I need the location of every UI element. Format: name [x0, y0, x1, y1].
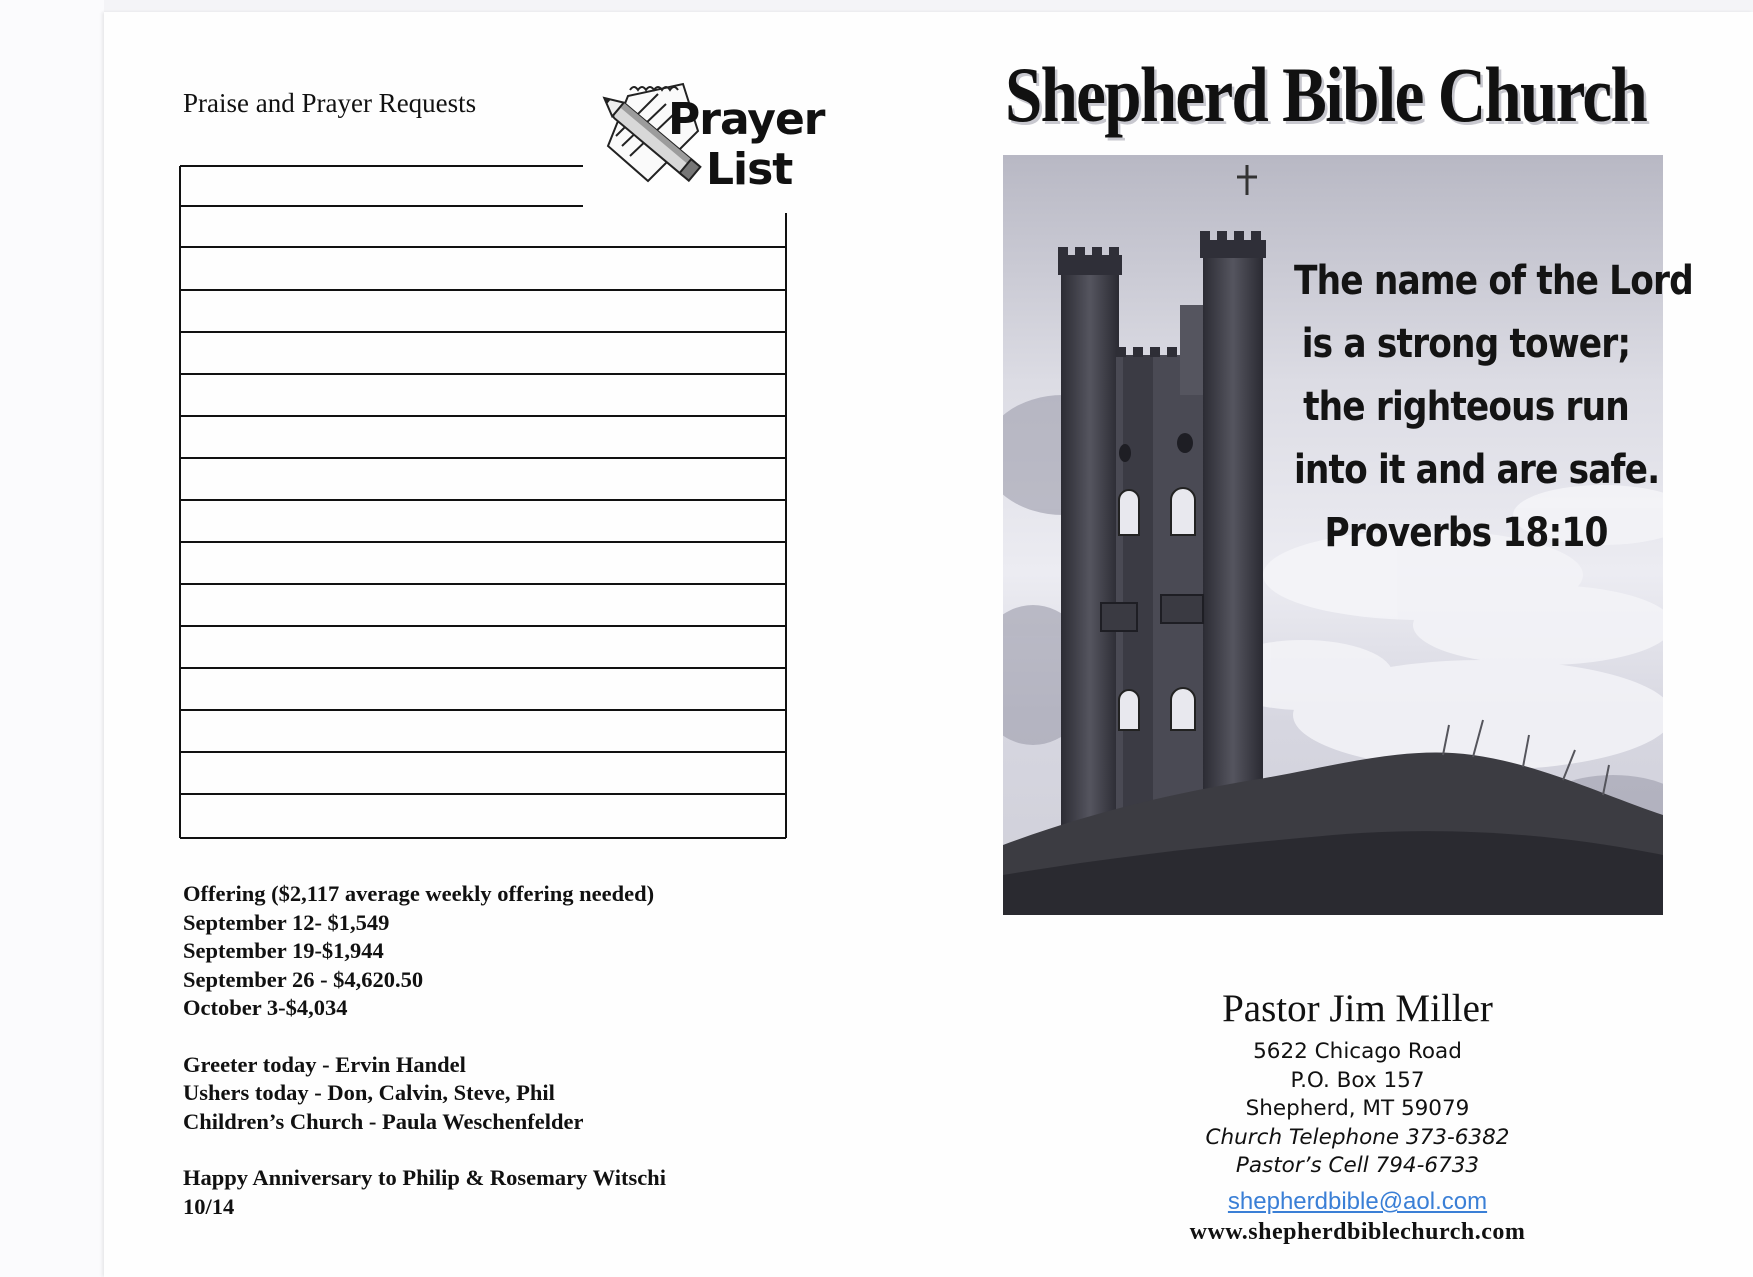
scripture-verse — [1294, 250, 1693, 565]
offering-entry: October 3-$4,034 — [183, 995, 348, 1020]
offering-title: Offering ($2,117 average weekly offering needed) — [183, 881, 655, 906]
offering-entry: September 19-$1,944 — [183, 938, 384, 963]
ushers-line: Ushers today - Don, Calvin, Steve, Phil — [183, 1080, 555, 1105]
anniversary-date: 10/14 — [183, 1193, 235, 1219]
anniversary-line: Happy Anniversary to Philip & Rosemary Witschi — [183, 1165, 666, 1190]
greeter-line: Greeter today - Ervin Handel — [183, 1051, 466, 1077]
childrens-church-line: Children’s Church - Paula Weschenfelder — [183, 1108, 584, 1134]
verse-reference: Proverbs 18:10 — [1324, 510, 1608, 556]
website-url[interactable]: www.shepherdbiblechurch.com — [1189, 1219, 1526, 1245]
pastor-name: Pastor Jim Miller — [1222, 987, 1493, 1030]
prayer-logo-word1: Prayer — [668, 94, 825, 145]
address-po-box: P.O. Box 157 — [1290, 1067, 1425, 1093]
verse-line: The name of the Lord — [1294, 258, 1693, 304]
church-phone: Church Telephone 373-6382 — [1205, 1124, 1510, 1150]
prayer-request-lines — [178, 163, 788, 840]
prayer-logo-word2: List — [706, 144, 793, 195]
bulletin-info — [183, 880, 803, 1221]
address-city: Shepherd, MT 59079 — [1245, 1096, 1470, 1121]
email-link[interactable]: shepherdbible@aol.com — [1227, 1188, 1488, 1215]
verse-line: into it and are safe. — [1294, 447, 1660, 493]
church-title: Shepherd Bible Church — [1005, 51, 1647, 138]
verse-line: the righteous run — [1303, 384, 1629, 430]
prayer-requests-heading: Praise and Prayer Requests — [183, 88, 477, 118]
church-address — [1170, 1038, 1545, 1181]
offering-entry: September 12- $1,549 — [183, 909, 390, 935]
offering-entry: September 26 - $4,620.50 — [183, 966, 424, 992]
verse-line: is a strong tower; — [1301, 321, 1631, 367]
pastor-cell: Pastor’s Cell 794-6733 — [1235, 1153, 1480, 1178]
page-edge — [0, 0, 104, 1277]
address-street: 5622 Chicago Road — [1253, 1039, 1462, 1064]
